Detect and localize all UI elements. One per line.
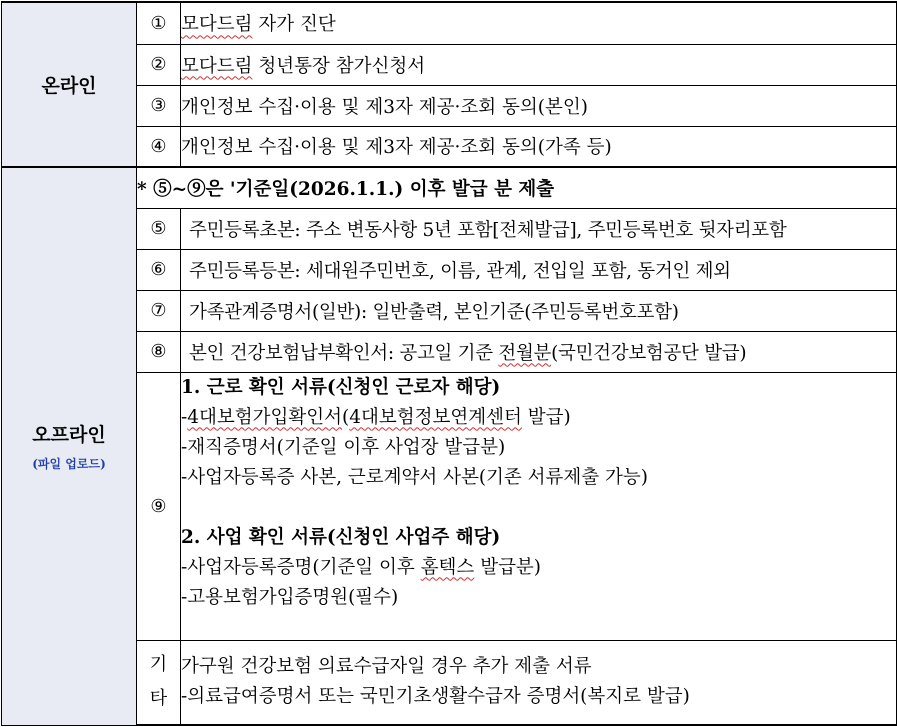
list-item: -4대보험가입확인서(4대보험정보연계센터 발급) (181, 406, 571, 428)
row-text: 가족관계증명서(일반): 일반출력, 본인기준(주민등록번호포함) (181, 290, 897, 331)
row-number: ① (137, 2, 181, 44)
section-heading-business: 2. 사업 확인 서류(신청인 사업주 해당) (181, 526, 501, 548)
etc-row (2, 640, 897, 725)
row-number: ⑧ (137, 331, 181, 372)
modadream-word: 모다드림 (181, 14, 253, 36)
list-item: -사업자등록증명(기준일 이후 홈텍스 발급분) (181, 556, 542, 578)
offline-item-8: 본인 건강보험납부확인서: 공고일 기준 전월분(국민건강보험공단 발급) (189, 342, 747, 364)
row-number: ⑦ (137, 290, 181, 331)
online-label: 온라인 (41, 75, 97, 97)
online-item-1: 모다드림 자가 진단 (181, 14, 336, 36)
etc-label-top: 기 (149, 654, 168, 676)
list-item: -재직증명서(기준일 이후 사업장 발급분) (181, 436, 506, 458)
offline-row-6 (2, 249, 897, 290)
row-text (181, 2, 897, 44)
offline-note-row (2, 167, 897, 208)
prev-month-word: 전월분 (498, 342, 552, 364)
offline-row-5 (2, 208, 897, 249)
section-heading-labor: 1. 근로 확인 서류(신청인 근로자 해당) (181, 376, 501, 398)
row-text: 개인정보 수집·이용 및 제3자 제공·조회 동의(가족 등) (181, 126, 897, 167)
spacer (181, 493, 896, 523)
list-item: -고용보험가입증명원(필수) (181, 586, 399, 608)
row-number: ② (137, 44, 181, 85)
etc-line-2: -의료급여증명서 또는 국민기초생활수급자 증명서(복지로 발급) (181, 686, 690, 708)
row-number: ④ (137, 126, 181, 167)
online-item-2: 모다드림 청년통장 참가신청서 (181, 55, 426, 77)
modadream-word: 모다드림 (181, 55, 253, 77)
row-text (181, 44, 897, 85)
row-text: 주민등록등본: 세대원주민번호, 이름, 관계, 전입일 포함, 동거인 제외 (181, 249, 897, 290)
offline-sublabel: (파일 업로드) (32, 457, 106, 472)
online-row-3 (2, 85, 897, 126)
offline-row-9 (2, 372, 897, 640)
online-category (2, 2, 137, 167)
row-text: 주민등록초본: 주소 변동사항 5년 포함[전체발급], 주민등록번호 뒷자리포함 (181, 208, 897, 249)
row-number: ⑤ (137, 208, 181, 249)
etc-line-1: 가구원 건강보험 의료수급자일 경우 추가 제출 서류 (181, 656, 592, 678)
row-text (181, 331, 897, 372)
row-number: ③ (137, 85, 181, 126)
offline-row-7 (2, 290, 897, 331)
offline-row-8 (2, 331, 897, 372)
offline-category (2, 167, 137, 725)
etc-content (181, 640, 897, 725)
etc-label (137, 640, 181, 725)
etc-label-bottom: 타 (149, 688, 168, 710)
online-row-4 (2, 126, 897, 167)
row-number: ⑨ (137, 372, 181, 640)
row-9-content (181, 372, 897, 640)
document-table (1, 1, 897, 726)
row-text: 개인정보 수집·이용 및 제3자 제공·조회 동의(본인) (181, 85, 897, 126)
online-row-2 (2, 44, 897, 85)
list-item: -사업자등록증 사본, 근로계약서 사본(기존 서류제출 가능) (181, 466, 649, 488)
row-number: ⑥ (137, 249, 181, 290)
offline-label: 오프라인 (32, 424, 106, 447)
online-row-1 (2, 2, 897, 44)
offline-note: * ⑤~⑨은 '기준일(2026.1.1.) 이후 발급 분 제출 (137, 167, 897, 208)
